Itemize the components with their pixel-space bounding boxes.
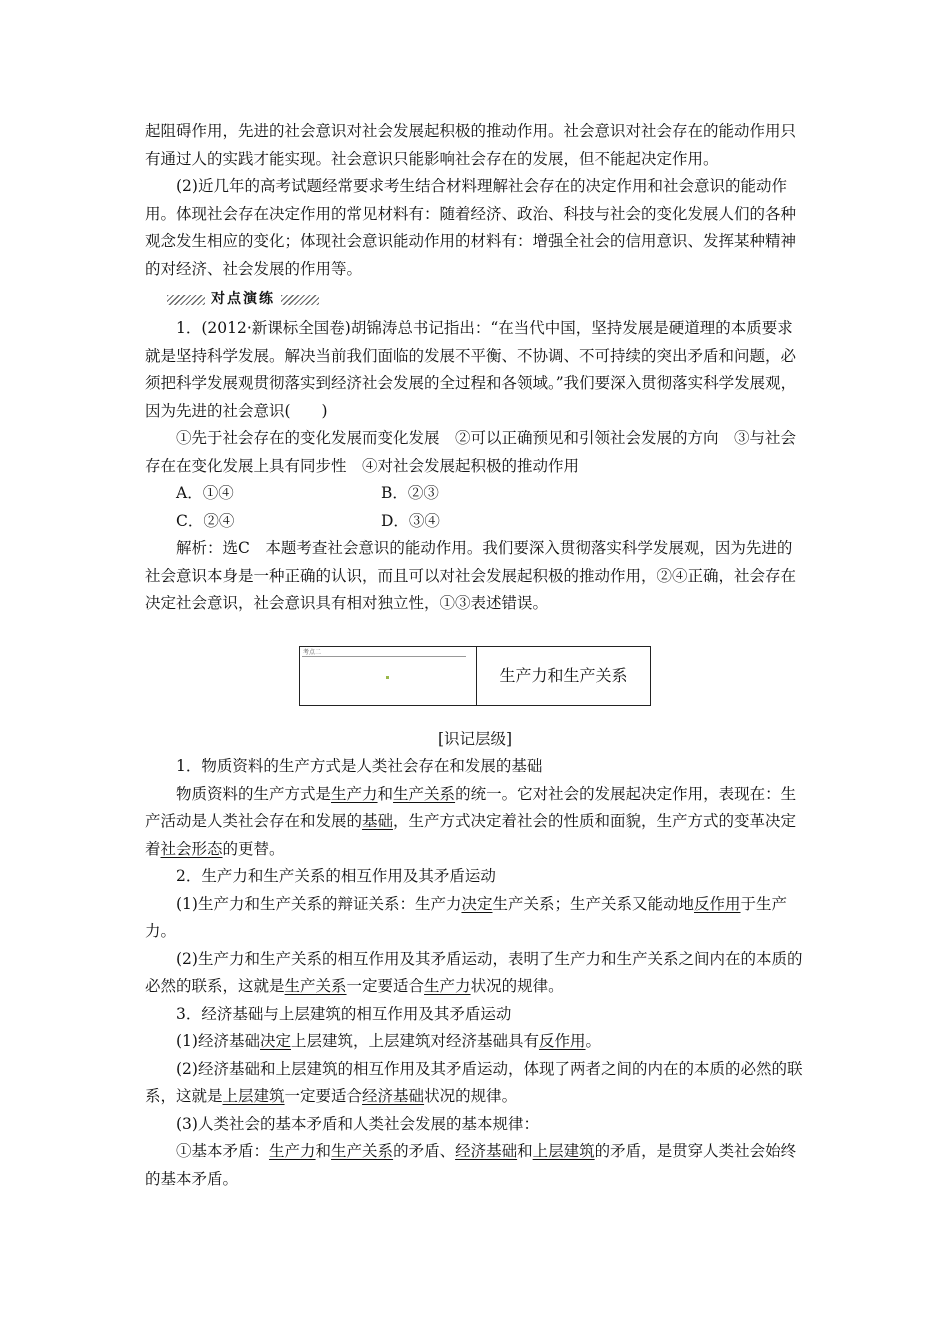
hatch-decoration — [281, 295, 319, 305]
key-term: 生产关系 — [284, 977, 347, 995]
question-items: ①先于社会存在的变化发展而变化发展 ②可以正确预见和引领社会发展的方向 ③与社会存在在变化发展上具有同步性 ④对社会发展起积极的推动作用 — [145, 429, 797, 475]
point-heading: 2．生产力和生产关系的相互作用及其矛盾运动 — [176, 867, 496, 885]
key-term: 决定 — [259, 1032, 291, 1050]
paragraph: 起阻碍作用，先进的社会意识对社会发展起积极的推动作用。社会意识对社会存在的能动作用只有通过人的实践才能实现。社会意识只能影响社会存在的发展，但不能起决定作用。 — [145, 122, 797, 168]
choice-row — [145, 508, 805, 536]
paragraph: (2)近几年的高考试题经常要求考生结合材料理解社会存在的决定作用和社会意识的能动作用。体现社会存在决定作用的常见材料有：随着经济、政治、科技与社会的变化发展人们的各种观念发生相应的变化；体现社会意识能动作用的材料有：增强全社会的信用意识、发挥某种精神的对经济、社会发展的作用等。 — [145, 177, 797, 278]
paragraph: 物质资料的生产方式是生产力和生产关系的统一。它对社会的发展起决定作用，表现在：生产活动是人类社会存在和发展的基础，生产方式决定着社会的性质和面貌，生产方式的变革决定着社会形态的更替。 — [145, 784, 797, 858]
decorative-dot — [386, 676, 389, 679]
choice-c: C．②④ — [176, 511, 235, 530]
paragraph: ①基本矛盾：生产力和生产关系的矛盾、经济基础和上层建筑的矛盾，是贯穿人类社会始终的基本矛盾。 — [145, 1142, 797, 1188]
key-term: 上层建筑 — [532, 1142, 595, 1160]
key-term: 生产关系 — [393, 784, 456, 803]
choice-d: D．③④ — [381, 511, 440, 530]
section-tag: 考点二 — [303, 648, 322, 656]
key-term: 上层建筑 — [222, 1087, 285, 1105]
divider — [302, 656, 466, 657]
choice-b: B．②③ — [381, 484, 439, 502]
section-title: 生产力和生产关系 — [499, 665, 628, 685]
key-term: 生产力 — [331, 784, 378, 803]
choice-a: A．①④ — [176, 484, 234, 502]
paragraph: (2)经济基础和上层建筑的相互作用及其矛盾运动，体现了两者之间的内在的本质的必然的联系，这就是上层建筑一定要适合经济基础状况的规律。 — [145, 1059, 803, 1105]
key-term: 经济基础 — [362, 1087, 425, 1105]
level-label: [识记层级] — [437, 729, 513, 748]
section-header-box — [299, 646, 651, 706]
key-term: 生产力 — [269, 1142, 316, 1160]
hatch-decoration — [167, 295, 205, 305]
analysis: 解析：选C 本题考查社会意识的能动作用。我们要深入贯彻落实科学发展观，因为先进的社会意识本身是一种正确的认识，而且可以对社会发展起积极的推动作用，②④正确，社会存在决定社会意识，社会意识具有相对独立性，①③表述错误。 — [145, 539, 797, 612]
practice-banner — [167, 289, 805, 311]
paragraph: (2)生产力和生产关系的相互作用及其矛盾运动，表明了生产力和生产关系之间内在的本质的必然的联系，这就是生产关系一定要适合生产力状况的规律。 — [145, 949, 803, 995]
paragraph: (3)人类社会的基本矛盾和人类社会发展的基本规律： — [176, 1114, 539, 1133]
key-term: 社会形态 — [160, 839, 223, 858]
key-term: 反作用 — [539, 1032, 586, 1050]
key-term: 生产力 — [424, 977, 471, 995]
choice-row — [145, 480, 805, 508]
key-term: 决定 — [461, 894, 493, 913]
section-tag-cell — [300, 647, 477, 705]
point-heading: 1．物质资料的生产方式是人类社会存在和发展的基础 — [176, 757, 543, 775]
key-term: 反作用 — [694, 894, 741, 913]
key-term: 基础 — [362, 812, 394, 830]
key-term: 经济基础 — [455, 1142, 518, 1160]
document-page — [145, 118, 805, 1193]
key-term: 生产关系 — [331, 1142, 394, 1160]
paragraph: (1)经济基础决定上层建筑，上层建筑对经济基础具有反作用。 — [176, 1032, 602, 1050]
banner-title: 对点演练 — [211, 291, 275, 308]
paragraph: (1)生产力和生产关系的辩证关系：生产力决定生产关系；生产关系又能动地反作用于生产力。 — [145, 894, 788, 940]
question-stem: 1．(2012·新课标全国卷)胡锦涛总书记指出：“在当代中国，坚持发展是硬道理的本质要求就是坚持科学发展。解决当前我们面临的发展不平衡、不协调、不可持续的突出矛盾和问题，必须把科学发展观贯彻落实到经济社会发展的全过程和各领域。”我们要深入贯彻落实科学发展观，因为先进的社会意识( ) — [145, 319, 797, 420]
point-heading: 3．经济基础与上层建筑的相互作用及其矛盾运动 — [176, 1004, 512, 1023]
